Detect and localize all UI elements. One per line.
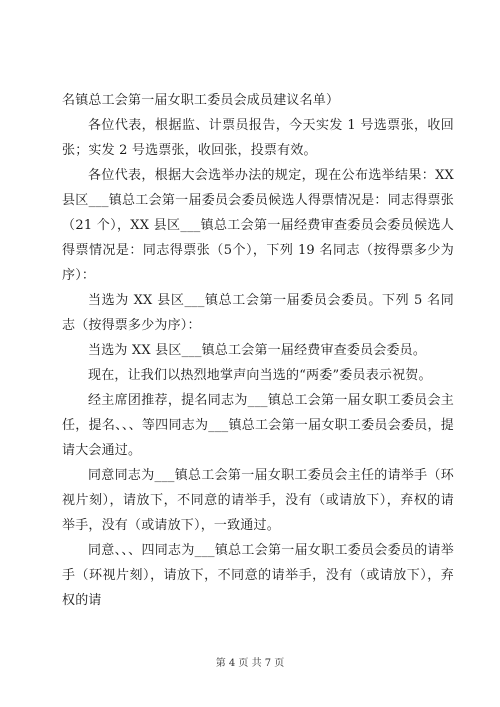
paragraph-6: 现在，让我们以热烈地掌声向当选的“两委”委员表示祝贺。 <box>88 368 432 383</box>
paragraph-8: 同意同志为___镇总工会第一届女职工委员会主任的请举手（环视片刻），请放下，不同意的请举手，没有（或请放下），弃权的请举手，没有（或请放下），一致通过。 <box>62 468 454 533</box>
paragraph-2: 各位代表，根据监、计票员报告，今天实发 1 号选票张，收回张；实发 2 号选票张，收回张，投票有效。 <box>62 118 454 158</box>
paragraph-9: 同意、、、四同志为___镇总工会第一届女职工委员会委员的请举手（环视片刻），请放下，不同意的请举手，没有（或请放下），弃权的请 <box>62 543 454 608</box>
page-number-footer: 第 4 页 共 7 页 <box>215 658 285 669</box>
document-body <box>62 88 454 613</box>
paragraph-5: 当选为 XX 县区___镇总工会第一届经费审查委员会委员。 <box>88 343 427 358</box>
paragraph-1: 名镇总工会第一届女职工委员会成员建议名单） <box>62 93 340 108</box>
paragraph-4: 当选为 XX 县区___镇总工会第一届委员会委员。下列 5 名同志（按得票多少为序）： <box>62 293 454 333</box>
paragraph-3: 各位代表，根据大会选举办法的规定，现在公布选举结果：XX 县区___镇总工会第一届委员会委员候选人得票情况是：同志得票张（21 个），XX 县区___镇总工会第一届经费审查委员会委员候选人得票情况是：同志得票张（5个），下列 19 名同志（按得票多少为序）： <box>62 168 454 283</box>
paragraph-7: 经主席团推荐，提名同志为___镇总工会第一届女职工委员会主任，提名、、、等四同志为___镇总工会第一届女职工委员会委员，提请大会通过。 <box>62 393 454 458</box>
